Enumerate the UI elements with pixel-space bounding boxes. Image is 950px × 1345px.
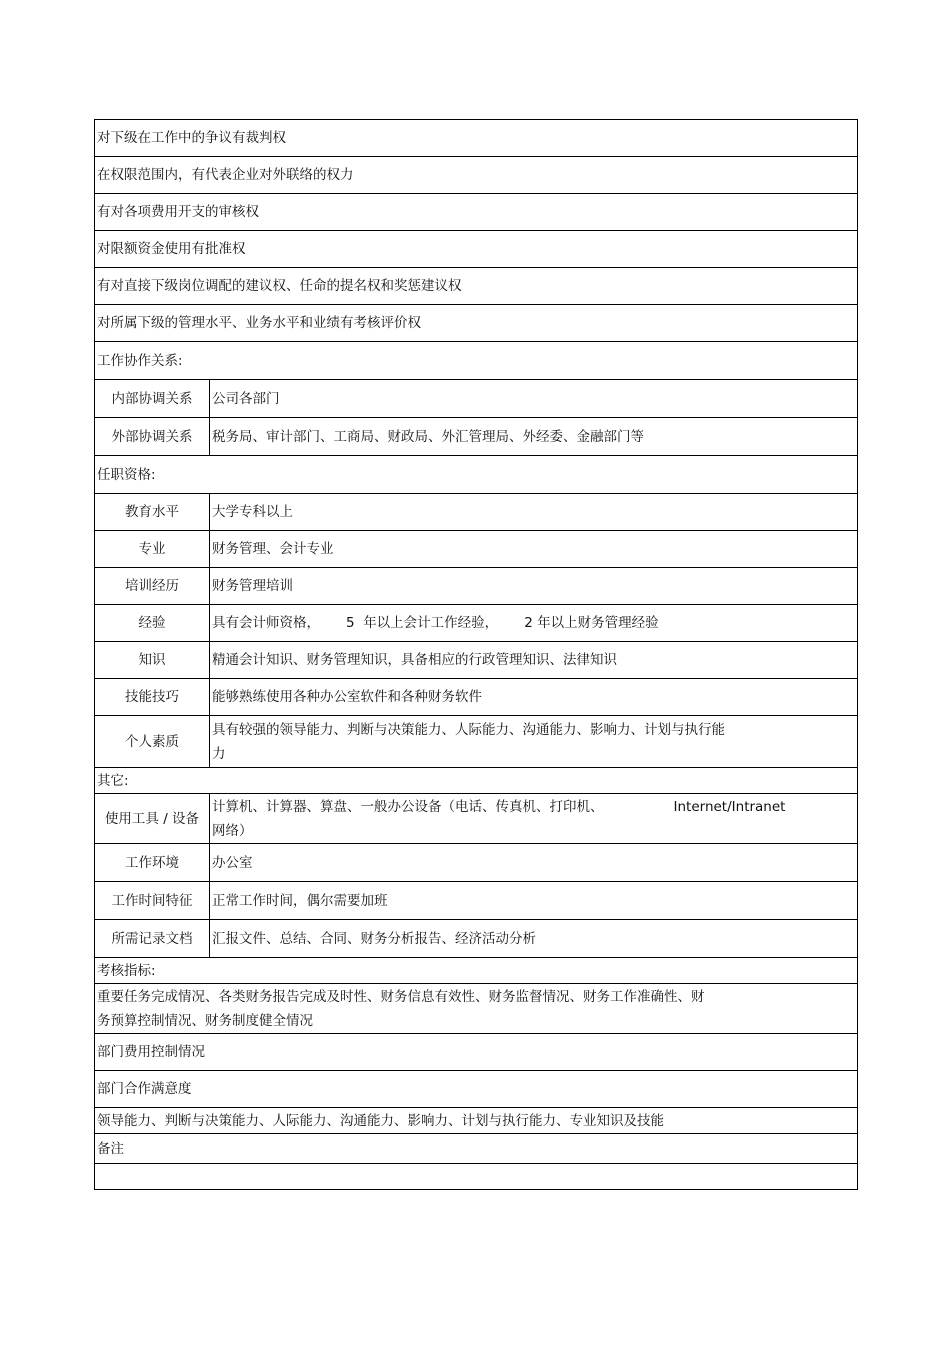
qualification-label: 个人素质	[95, 716, 210, 768]
qualification-value: 能够熟练使用各种办公室软件和各种财务软件	[210, 679, 858, 716]
tools-row	[95, 794, 858, 844]
experience-years-management: 2	[524, 615, 533, 631]
qualification-row	[95, 568, 858, 605]
tools-value	[210, 794, 858, 844]
environment-row	[95, 844, 858, 882]
job-description-document	[94, 119, 857, 1190]
authority-row	[95, 268, 858, 305]
qualification-label: 经验	[95, 605, 210, 642]
qualification-row	[95, 679, 858, 716]
environment-label: 工作环境	[95, 844, 210, 882]
authority-row	[95, 305, 858, 342]
remarks-value	[95, 1164, 858, 1190]
records-row	[95, 920, 858, 958]
assessment-item-row	[95, 984, 858, 1034]
assessment-item: 领导能力、判断与决策能力、人际能力、沟通能力、影响力、计划与执行能力、专业知识及技能	[95, 1108, 858, 1134]
qualification-label: 培训经历	[95, 568, 210, 605]
authority-row	[95, 120, 858, 157]
qualification-value: 大学专科以上	[210, 494, 858, 531]
other-heading-row	[95, 768, 858, 794]
authority-item: 对下级在工作中的争议有裁判权	[95, 120, 858, 157]
tools-network-text: Internet/Intranet	[673, 798, 786, 815]
authority-row	[95, 231, 858, 268]
environment-value: 办公室	[210, 844, 858, 882]
qualification-label: 技能技巧	[95, 679, 210, 716]
experience-years-accounting: 5	[346, 615, 355, 631]
authority-item: 对所属下级的管理水平、业务水平和业绩有考核评价权	[95, 305, 858, 342]
external-relation-value: 税务局、审计部门、工商局、财政局、外汇管理局、外经委、金融部门等	[210, 418, 858, 456]
qualification-label: 教育水平	[95, 494, 210, 531]
records-label: 所需记录文档	[95, 920, 210, 958]
qualification-row	[95, 531, 858, 568]
qualification-row	[95, 642, 858, 679]
assessment-item-row	[95, 1108, 858, 1134]
external-relation-row	[95, 418, 858, 456]
assessment-heading-row	[95, 958, 858, 984]
qualification-row	[95, 605, 858, 642]
remarks-heading: 备注	[95, 1134, 858, 1164]
internal-relation-label: 内部协调关系	[95, 380, 210, 418]
qualifications-heading-row	[95, 456, 858, 494]
qualification-row	[95, 494, 858, 531]
assessment-item-row	[95, 1034, 858, 1071]
personal-quality-line: 具有较强的领导能力、判断与决策能力、人际能力、沟通能力、影响力、计划与执行能	[212, 721, 725, 738]
collaboration-heading: 工作协作关系:	[95, 342, 858, 380]
assessment-heading: 考核指标:	[95, 958, 858, 984]
qualification-row	[95, 716, 858, 768]
qualification-value: 精通会计知识、财务管理知识，具备相应的行政管理知识、法律知识	[210, 642, 858, 679]
remarks-heading-row	[95, 1134, 858, 1164]
personal-quality-line: 力	[212, 745, 226, 762]
authority-item: 有对各项费用开支的审核权	[95, 194, 858, 231]
records-value: 汇报文件、总结、合同、财务分析报告、经济活动分析	[210, 920, 858, 958]
qualification-value	[210, 605, 858, 642]
qualification-value: 财务管理培训	[210, 568, 858, 605]
job-description-table	[94, 119, 858, 1190]
qualification-label: 专业	[95, 531, 210, 568]
internal-relation-value: 公司各部门	[210, 380, 858, 418]
assessment-item: 部门费用控制情况	[95, 1034, 858, 1071]
experience-text-a: 具有会计师资格，	[212, 615, 320, 631]
qualification-label: 知识	[95, 642, 210, 679]
external-relation-label: 外部协调关系	[95, 418, 210, 456]
tools-text-continued: 网络）	[212, 822, 253, 839]
work-time-value: 正常工作时间，偶尔需要加班	[210, 882, 858, 920]
qualifications-heading: 任职资格:	[95, 456, 858, 494]
authority-item: 在权限范围内，有代表企业对外联络的权力	[95, 157, 858, 194]
collaboration-heading-row	[95, 342, 858, 380]
work-time-row	[95, 882, 858, 920]
tools-text: 计算机、计算器、算盘、一般办公设备（电话、传真机、打印机、	[212, 798, 604, 815]
work-time-label: 工作时间特征	[95, 882, 210, 920]
qualification-value	[210, 716, 858, 768]
tools-label: 使用工具 / 设备	[95, 794, 210, 844]
authority-item: 有对直接下级岗位调配的建议权、任命的提名权和奖惩建议权	[95, 268, 858, 305]
experience-text-c: 年以上会计工作经验，	[363, 615, 499, 631]
assessment-item: 部门合作满意度	[95, 1071, 858, 1108]
qualification-value: 财务管理、会计专业	[210, 531, 858, 568]
experience-text-e: 年以上财务管理经验	[537, 615, 659, 631]
assessment-item-row	[95, 1071, 858, 1108]
authority-row	[95, 157, 858, 194]
remarks-value-row	[95, 1164, 858, 1190]
authority-row	[95, 194, 858, 231]
internal-relation-row	[95, 380, 858, 418]
assessment-item	[95, 984, 858, 1034]
assessment-item-line: 务预算控制情况、财务制度健全情况	[97, 1012, 313, 1029]
authority-item: 对限额资金使用有批准权	[95, 231, 858, 268]
assessment-item-line: 重要任务完成情况、各类财务报告完成及时性、财务信息有效性、财务监督情况、财务工作准确性、财	[97, 988, 705, 1005]
other-heading: 其它:	[95, 768, 858, 794]
